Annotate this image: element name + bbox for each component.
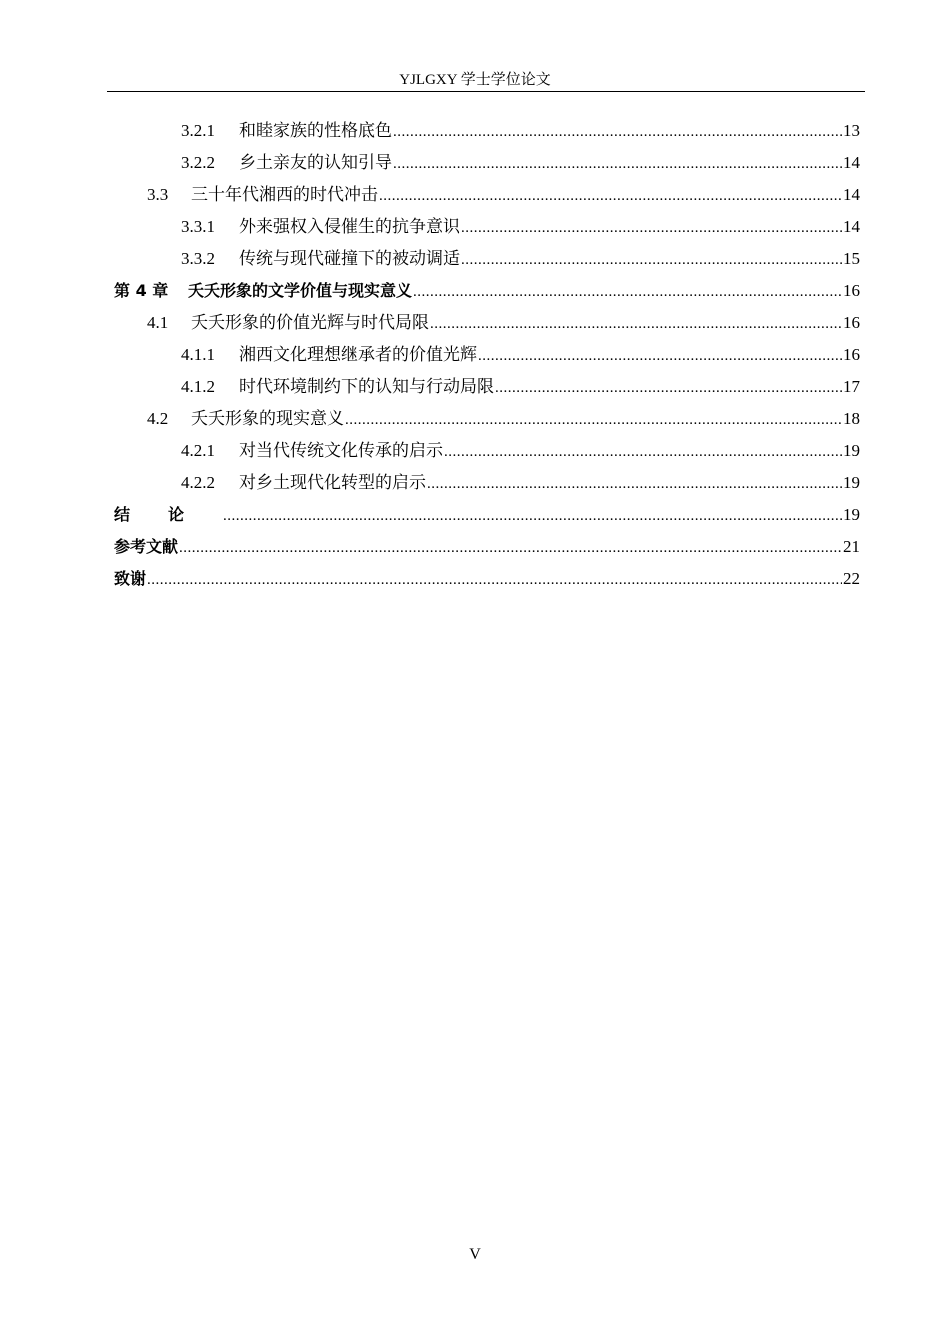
toc-entry-title: 三十年代湘西的时代冲击 [191,185,378,204]
toc-entry-number: 第 4 章 [114,281,169,300]
toc-entry-title: 对当代传统文化传承的启示 [239,441,443,460]
page-number: V [469,1246,481,1263]
toc-entry-number: 4.2 [147,409,169,428]
toc-entry-page: 13 [843,121,860,140]
toc-entry-page: 17 [843,377,860,396]
toc-entry-3-2-1[interactable] [114,115,860,147]
toc-dot-leader [444,436,842,468]
toc-entry-page: 19 [843,505,860,524]
toc-entry-acknowledgements[interactable] [114,563,860,595]
toc-entry-page: 14 [843,217,860,236]
toc-entry-title: 结论 [114,505,223,524]
toc-entry-references[interactable] [114,531,860,563]
toc-entry-title: 外来强权入侵催生的抗争意识 [239,217,460,236]
toc-dot-leader [379,180,842,212]
toc-entry-title: 和睦家族的性格底色 [239,121,392,140]
toc-dot-leader [179,532,842,564]
toc-entry-number: 4.1 [147,313,169,332]
toc-entry-page: 22 [843,569,860,588]
toc-dot-leader [495,372,842,404]
toc-entry-3-3[interactable] [114,179,860,211]
toc-entry-page: 19 [843,473,860,492]
toc-dot-leader [223,500,842,532]
toc-entry-4-1[interactable] [114,307,860,339]
toc-dot-leader [393,116,842,148]
toc-entry-title: 夭夭形象的现实意义 [191,409,344,428]
toc-entry-4-1-2[interactable] [114,371,860,403]
toc-entry-chapter-4[interactable] [114,275,860,307]
toc-entry-number: 3.3.2 [181,249,215,268]
toc-entry-page: 16 [843,281,860,300]
toc-entry-number: 4.1.2 [181,377,215,396]
toc-dot-leader [393,148,842,180]
toc-entry-page: 15 [843,249,860,268]
toc-dot-leader [427,468,842,500]
toc-entry-number: 3.3 [147,185,169,204]
toc-entry-page: 14 [843,185,860,204]
toc-entry-page: 16 [843,345,860,364]
toc-entry-page: 16 [843,313,860,332]
toc-entry-title: 夭夭形象的文学价值与现实意义 [188,281,413,300]
toc-dot-leader [478,340,842,372]
toc-dot-leader [413,276,842,308]
toc-entry-page: 18 [843,409,860,428]
toc-entry-number: 4.1.1 [181,345,215,364]
toc-entry-3-3-1[interactable] [114,211,860,243]
toc-entry-title: 夭夭形象的价值光辉与时代局限 [191,313,429,332]
toc-entry-title: 参考文献 [114,537,179,556]
toc-entry-page: 21 [843,537,860,556]
toc-entry-number: 4.2.1 [181,441,215,460]
header-divider [107,91,865,92]
toc-entry-title: 时代环境制约下的认知与行动局限 [239,377,494,396]
toc-dot-leader [461,244,842,276]
toc-dot-leader [147,564,842,596]
toc-entry-title: 湘西文化理想继承者的价值光辉 [239,345,477,364]
toc-entry-title: 传统与现代碰撞下的被动调适 [239,249,460,268]
toc-entry-title: 致谢 [114,569,147,588]
table-of-contents [114,115,860,595]
toc-entry-number: 3.2.2 [181,153,215,172]
toc-dot-leader [430,308,842,340]
toc-dot-leader [345,404,842,436]
page-header-title: YJLGXY 学士学位论文 [399,72,551,88]
toc-entry-page: 19 [843,441,860,460]
toc-entry-3-3-2[interactable] [114,243,860,275]
toc-entry-4-1-1[interactable] [114,339,860,371]
toc-entry-title: 对乡土现代化转型的启示 [239,473,426,492]
toc-entry-4-2[interactable] [114,403,860,435]
toc-entry-4-2-2[interactable] [114,467,860,499]
toc-entry-page: 14 [843,153,860,172]
toc-entry-4-2-1[interactable] [114,435,860,467]
toc-entry-number: 3.2.1 [181,121,215,140]
toc-entry-number: 4.2.2 [181,473,215,492]
toc-dot-leader [461,212,842,244]
toc-entry-3-2-2[interactable] [114,147,860,179]
toc-entry-number: 3.3.1 [181,217,215,236]
toc-entry-title: 乡土亲友的认知引导 [239,153,392,172]
toc-entry-conclusion[interactable] [114,499,860,531]
